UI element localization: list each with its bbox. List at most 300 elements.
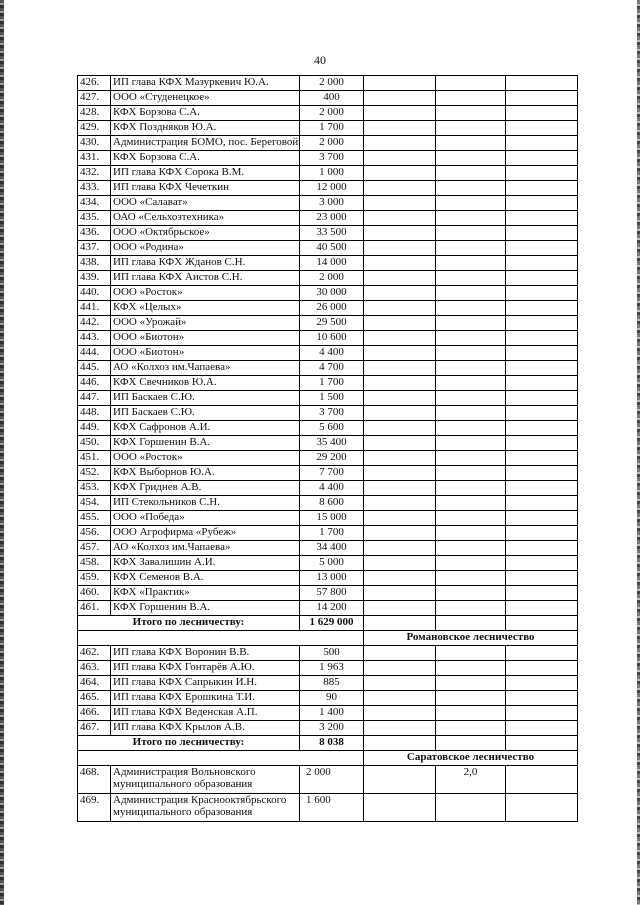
organization-name: АО «Колхоз им.Чапаева» bbox=[111, 361, 300, 376]
row-number: 436. bbox=[78, 226, 111, 241]
organization-name: ИП глава КФХ Крылов А.В. bbox=[111, 721, 300, 736]
organization-name: ООО Агрофирма «Рубеж» bbox=[111, 526, 300, 541]
column-6-value bbox=[506, 316, 578, 331]
column-5-value bbox=[436, 541, 506, 556]
column-4-value bbox=[364, 301, 436, 316]
column-5-value bbox=[436, 421, 506, 436]
row-number: 447. bbox=[78, 391, 111, 406]
column-5-value bbox=[436, 346, 506, 361]
total-column-4 bbox=[364, 736, 436, 751]
table-row bbox=[78, 136, 578, 151]
column-5-value bbox=[436, 706, 506, 721]
column-6-value bbox=[506, 421, 578, 436]
section-spacer bbox=[78, 751, 364, 766]
area-value: 1 963 bbox=[300, 661, 364, 676]
column-5-value bbox=[436, 76, 506, 91]
organization-name: АО «Колхоз им.Чапаева» bbox=[111, 541, 300, 556]
row-number: 431. bbox=[78, 151, 111, 166]
column-4-value bbox=[364, 586, 436, 601]
organization-name: КФХ «Целых» bbox=[111, 301, 300, 316]
column-6-value bbox=[506, 376, 578, 391]
organization-name: ООО «Родина» bbox=[111, 241, 300, 256]
organization-name: ООО «Росток» bbox=[111, 451, 300, 466]
table-row bbox=[78, 646, 578, 661]
column-6-value bbox=[506, 196, 578, 211]
column-4-value bbox=[364, 136, 436, 151]
area-value: 90 bbox=[300, 691, 364, 706]
area-value: 34 400 bbox=[300, 541, 364, 556]
row-number: 446. bbox=[78, 376, 111, 391]
row-number: 448. bbox=[78, 406, 111, 421]
column-5-value bbox=[436, 241, 506, 256]
row-number: 427. bbox=[78, 91, 111, 106]
column-6-value bbox=[506, 496, 578, 511]
column-6-value bbox=[506, 766, 578, 794]
column-4-value bbox=[364, 211, 436, 226]
column-5-value bbox=[436, 271, 506, 286]
area-value: 26 000 bbox=[300, 301, 364, 316]
area-value: 1 700 bbox=[300, 526, 364, 541]
column-6-value bbox=[506, 211, 578, 226]
column-6-value bbox=[506, 451, 578, 466]
column-5-value bbox=[436, 511, 506, 526]
column-5-value bbox=[436, 151, 506, 166]
area-value: 29 500 bbox=[300, 316, 364, 331]
area-value: 500 bbox=[300, 646, 364, 661]
column-4-value bbox=[364, 196, 436, 211]
scan-edge-left bbox=[0, 0, 4, 905]
column-6-value bbox=[506, 481, 578, 496]
row-number: 426. bbox=[78, 76, 111, 91]
row-number: 462. bbox=[78, 646, 111, 661]
column-4-value bbox=[364, 241, 436, 256]
column-4-value bbox=[364, 556, 436, 571]
row-number: 433. bbox=[78, 181, 111, 196]
column-4-value bbox=[364, 676, 436, 691]
row-number: 456. bbox=[78, 526, 111, 541]
column-4-value bbox=[364, 316, 436, 331]
column-6-value bbox=[506, 121, 578, 136]
total-column-6 bbox=[506, 736, 578, 751]
column-6-value bbox=[506, 436, 578, 451]
column-5-value bbox=[436, 601, 506, 616]
organization-name: КФХ «Практик» bbox=[111, 586, 300, 601]
column-6-value bbox=[506, 406, 578, 421]
area-value: 14 200 bbox=[300, 601, 364, 616]
row-number: 442. bbox=[78, 316, 111, 331]
column-4-value bbox=[364, 76, 436, 91]
area-value: 5 600 bbox=[300, 421, 364, 436]
column-6-value bbox=[506, 271, 578, 286]
column-5-value bbox=[436, 166, 506, 181]
organization-name: Администрация БОМО, пос. Береговой bbox=[111, 136, 300, 151]
column-6-value bbox=[506, 661, 578, 676]
organization-name: КФХ Сафронов А.И. bbox=[111, 421, 300, 436]
area-value: 2 000 bbox=[300, 76, 364, 91]
column-4-value bbox=[364, 346, 436, 361]
column-5-value bbox=[436, 121, 506, 136]
section-spacer bbox=[78, 631, 364, 646]
organization-name: ИП Баскаев С.Ю. bbox=[111, 406, 300, 421]
table-row bbox=[78, 121, 578, 136]
table-row bbox=[78, 481, 578, 496]
row-number: 453. bbox=[78, 481, 111, 496]
total-label: Итого по лесничеству: bbox=[78, 736, 300, 751]
column-4-value bbox=[364, 451, 436, 466]
register-body bbox=[78, 76, 578, 822]
area-value: 885 bbox=[300, 676, 364, 691]
row-number: 465. bbox=[78, 691, 111, 706]
table-row bbox=[78, 721, 578, 736]
table-row bbox=[78, 676, 578, 691]
column-4-value bbox=[364, 331, 436, 346]
table-row bbox=[78, 181, 578, 196]
column-5-value bbox=[436, 676, 506, 691]
column-6-value bbox=[506, 226, 578, 241]
total-column-5 bbox=[436, 616, 506, 631]
column-6-value bbox=[506, 646, 578, 661]
area-value: 3 200 bbox=[300, 721, 364, 736]
column-6-value bbox=[506, 241, 578, 256]
column-6-value bbox=[506, 301, 578, 316]
total-column-5 bbox=[436, 736, 506, 751]
table-row bbox=[78, 226, 578, 241]
column-6-value bbox=[506, 166, 578, 181]
row-number: 460. bbox=[78, 586, 111, 601]
table-row bbox=[78, 391, 578, 406]
total-row bbox=[78, 736, 578, 751]
table-row bbox=[78, 541, 578, 556]
area-value: 13 000 bbox=[300, 571, 364, 586]
column-4-value bbox=[364, 601, 436, 616]
column-4-value bbox=[364, 661, 436, 676]
organization-name: ИП глава КФХ Жданов С.Н. bbox=[111, 256, 300, 271]
column-5-value bbox=[436, 91, 506, 106]
organization-name: ОАО «Сельхозтехника» bbox=[111, 211, 300, 226]
row-number: 450. bbox=[78, 436, 111, 451]
column-5-value: 2,0 bbox=[436, 766, 506, 794]
column-4-value bbox=[364, 121, 436, 136]
organization-name: ИП глава КФХ Аистов С.Н. bbox=[111, 271, 300, 286]
column-5-value bbox=[436, 181, 506, 196]
organization-name: ИП глава КФХ Веденская А.П. bbox=[111, 706, 300, 721]
organization-name: ООО «Салават» bbox=[111, 196, 300, 211]
row-number: 445. bbox=[78, 361, 111, 376]
organization-name: КФХ Горшенин В.А. bbox=[111, 601, 300, 616]
column-5-value bbox=[436, 301, 506, 316]
row-number: 454. bbox=[78, 496, 111, 511]
column-6-value bbox=[506, 526, 578, 541]
table-row bbox=[78, 451, 578, 466]
column-4-value bbox=[364, 151, 436, 166]
table-row bbox=[78, 286, 578, 301]
column-4-value bbox=[364, 541, 436, 556]
table-row bbox=[78, 76, 578, 91]
column-6-value bbox=[506, 346, 578, 361]
column-4-value bbox=[364, 166, 436, 181]
row-number: 432. bbox=[78, 166, 111, 181]
column-6-value bbox=[506, 181, 578, 196]
row-number: 444. bbox=[78, 346, 111, 361]
organization-name: ООО «Урожай» bbox=[111, 316, 300, 331]
column-5-value bbox=[436, 556, 506, 571]
table-row bbox=[78, 91, 578, 106]
row-number: 468. bbox=[78, 766, 111, 794]
row-number: 434. bbox=[78, 196, 111, 211]
table-row bbox=[78, 556, 578, 571]
register-table bbox=[77, 75, 578, 822]
table-row bbox=[78, 106, 578, 121]
column-6-value bbox=[506, 91, 578, 106]
column-4-value bbox=[364, 181, 436, 196]
area-value: 1 500 bbox=[300, 391, 364, 406]
organization-name: ИП глава КФХ Гонтарёв А.Ю. bbox=[111, 661, 300, 676]
column-5-value bbox=[436, 496, 506, 511]
table-row bbox=[78, 766, 578, 794]
table-row bbox=[78, 346, 578, 361]
table-row bbox=[78, 421, 578, 436]
column-5-value bbox=[436, 376, 506, 391]
total-area-value: 8 038 bbox=[300, 736, 364, 751]
table-row bbox=[78, 794, 578, 822]
row-number: 451. bbox=[78, 451, 111, 466]
column-5-value bbox=[436, 721, 506, 736]
column-5-value bbox=[436, 481, 506, 496]
organization-name: ИП глава КФХ Сапрыкин И.Н. bbox=[111, 676, 300, 691]
table-row bbox=[78, 241, 578, 256]
table-row bbox=[78, 331, 578, 346]
column-6-value bbox=[506, 676, 578, 691]
column-4-value bbox=[364, 406, 436, 421]
column-5-value bbox=[436, 256, 506, 271]
table-row bbox=[78, 436, 578, 451]
column-6-value bbox=[506, 391, 578, 406]
row-number: 437. bbox=[78, 241, 111, 256]
organization-name: ИП Стекольников С.Н. bbox=[111, 496, 300, 511]
area-value: 3 700 bbox=[300, 406, 364, 421]
organization-name: ИП глава КФХ Воронин В.В. bbox=[111, 646, 300, 661]
area-value: 8 600 bbox=[300, 496, 364, 511]
column-4-value bbox=[364, 706, 436, 721]
area-value: 23 000 bbox=[300, 211, 364, 226]
column-5-value bbox=[436, 406, 506, 421]
table-row bbox=[78, 271, 578, 286]
organization-name: КФХ Борзова С.А. bbox=[111, 151, 300, 166]
table-row bbox=[78, 571, 578, 586]
table-row bbox=[78, 211, 578, 226]
organization-name: ИП глава КФХ Мазуркевич Ю.А. bbox=[111, 76, 300, 91]
area-value: 2 000 bbox=[300, 271, 364, 286]
table-row bbox=[78, 316, 578, 331]
organization-name: Администрация Вольновского муниципального образования bbox=[111, 766, 300, 794]
column-4-value bbox=[364, 794, 436, 822]
column-5-value bbox=[436, 136, 506, 151]
area-value: 1 400 bbox=[300, 706, 364, 721]
column-5-value bbox=[436, 391, 506, 406]
organization-name: ИП Баскаев С.Ю. bbox=[111, 391, 300, 406]
organization-name: КФХ Семенов В.А. bbox=[111, 571, 300, 586]
table-row bbox=[78, 691, 578, 706]
organization-name: КФХ Свечников Ю.А. bbox=[111, 376, 300, 391]
row-number: 439. bbox=[78, 271, 111, 286]
column-4-value bbox=[364, 376, 436, 391]
column-4-value bbox=[364, 286, 436, 301]
area-value: 4 700 bbox=[300, 361, 364, 376]
column-6-value bbox=[506, 286, 578, 301]
table-row bbox=[78, 586, 578, 601]
column-6-value bbox=[506, 136, 578, 151]
table-row bbox=[78, 661, 578, 676]
column-4-value bbox=[364, 421, 436, 436]
organization-name: ООО «Октябрьское» bbox=[111, 226, 300, 241]
column-6-value bbox=[506, 76, 578, 91]
row-number: 440. bbox=[78, 286, 111, 301]
table-row bbox=[78, 151, 578, 166]
column-4-value bbox=[364, 361, 436, 376]
area-value: 2 000 bbox=[300, 106, 364, 121]
column-5-value bbox=[436, 196, 506, 211]
column-4-value bbox=[364, 466, 436, 481]
column-6-value bbox=[506, 586, 578, 601]
page-number: 40 bbox=[314, 53, 326, 67]
area-value: 40 500 bbox=[300, 241, 364, 256]
column-5-value bbox=[436, 316, 506, 331]
area-value: 1 700 bbox=[300, 376, 364, 391]
column-5-value bbox=[436, 466, 506, 481]
row-number: 429. bbox=[78, 121, 111, 136]
column-5-value bbox=[436, 691, 506, 706]
area-value: 3 700 bbox=[300, 151, 364, 166]
organization-name: КФХ Гриднев А.В. bbox=[111, 481, 300, 496]
row-number: 459. bbox=[78, 571, 111, 586]
row-number: 438. bbox=[78, 256, 111, 271]
column-5-value bbox=[436, 794, 506, 822]
area-value: 33 500 bbox=[300, 226, 364, 241]
section-header-row bbox=[78, 631, 578, 646]
organization-name: КФХ Горшенин В.А. bbox=[111, 436, 300, 451]
column-5-value bbox=[436, 586, 506, 601]
organization-name: ООО «Биотон» bbox=[111, 346, 300, 361]
area-value: 30 000 bbox=[300, 286, 364, 301]
table-row bbox=[78, 706, 578, 721]
column-4-value bbox=[364, 571, 436, 586]
area-value: 3 000 bbox=[300, 196, 364, 211]
table-row bbox=[78, 301, 578, 316]
column-6-value bbox=[506, 691, 578, 706]
area-value: 12 000 bbox=[300, 181, 364, 196]
column-5-value bbox=[436, 106, 506, 121]
column-5-value bbox=[436, 451, 506, 466]
organization-name: ООО «Росток» bbox=[111, 286, 300, 301]
column-6-value bbox=[506, 361, 578, 376]
column-6-value bbox=[506, 106, 578, 121]
area-value: 14 000 bbox=[300, 256, 364, 271]
total-label: Итого по лесничеству: bbox=[78, 616, 300, 631]
table-row bbox=[78, 256, 578, 271]
column-5-value bbox=[436, 436, 506, 451]
area-value: 5 000 bbox=[300, 556, 364, 571]
table-row bbox=[78, 466, 578, 481]
column-5-value bbox=[436, 646, 506, 661]
organization-name: ИП глава КФХ Сорока В.М. bbox=[111, 166, 300, 181]
row-number: 443. bbox=[78, 331, 111, 346]
column-5-value bbox=[436, 361, 506, 376]
row-number: 463. bbox=[78, 661, 111, 676]
row-number: 441. bbox=[78, 301, 111, 316]
column-6-value bbox=[506, 794, 578, 822]
column-4-value bbox=[364, 496, 436, 511]
row-number: 467. bbox=[78, 721, 111, 736]
area-value: 15 000 bbox=[300, 511, 364, 526]
total-column-4 bbox=[364, 616, 436, 631]
row-number: 464. bbox=[78, 676, 111, 691]
column-4-value bbox=[364, 481, 436, 496]
column-6-value bbox=[506, 706, 578, 721]
area-value: 7 700 bbox=[300, 466, 364, 481]
column-4-value bbox=[364, 511, 436, 526]
total-area-value: 1 629 000 bbox=[300, 616, 364, 631]
column-5-value bbox=[436, 661, 506, 676]
row-number: 461. bbox=[78, 601, 111, 616]
column-6-value bbox=[506, 256, 578, 271]
organization-name: КФХ Завалишин А.И. bbox=[111, 556, 300, 571]
organization-name: ИП глава КФХ Ерошкина Т.И. bbox=[111, 691, 300, 706]
row-number: 469. bbox=[78, 794, 111, 822]
area-value: 29 200 bbox=[300, 451, 364, 466]
table-row bbox=[78, 526, 578, 541]
column-6-value bbox=[506, 331, 578, 346]
column-4-value bbox=[364, 91, 436, 106]
area-value: 4 400 bbox=[300, 481, 364, 496]
column-4-value bbox=[364, 226, 436, 241]
organization-name: Администрация Краснооктябрьского муниципального образования bbox=[111, 794, 300, 822]
column-6-value bbox=[506, 556, 578, 571]
column-4-value bbox=[364, 646, 436, 661]
column-6-value bbox=[506, 571, 578, 586]
column-4-value bbox=[364, 526, 436, 541]
area-value: 57 800 bbox=[300, 586, 364, 601]
area-value: 1 700 bbox=[300, 121, 364, 136]
column-6-value bbox=[506, 511, 578, 526]
row-number: 458. bbox=[78, 556, 111, 571]
section-title: Саратовское лесничество bbox=[364, 751, 578, 766]
column-5-value bbox=[436, 226, 506, 241]
table-row bbox=[78, 196, 578, 211]
organization-name: ИП глава КФХ Чечеткин bbox=[111, 181, 300, 196]
table-row bbox=[78, 361, 578, 376]
area-value: 400 bbox=[300, 91, 364, 106]
column-4-value bbox=[364, 436, 436, 451]
organization-name: КФХ Борзова С.А. bbox=[111, 106, 300, 121]
area-value: 1 000 bbox=[300, 166, 364, 181]
row-number: 466. bbox=[78, 706, 111, 721]
organization-name: КФХ Выборнов Ю.А. bbox=[111, 466, 300, 481]
row-number: 455. bbox=[78, 511, 111, 526]
total-row bbox=[78, 616, 578, 631]
organization-name: ООО «Биотон» bbox=[111, 331, 300, 346]
organization-name: КФХ Поздняков Ю.А. bbox=[111, 121, 300, 136]
column-6-value bbox=[506, 721, 578, 736]
area-value: 4 400 bbox=[300, 346, 364, 361]
row-number: 428. bbox=[78, 106, 111, 121]
column-4-value bbox=[364, 721, 436, 736]
area-value: 2 000 bbox=[300, 766, 364, 794]
row-number: 435. bbox=[78, 211, 111, 226]
total-column-6 bbox=[506, 616, 578, 631]
column-4-value bbox=[364, 691, 436, 706]
row-number: 449. bbox=[78, 421, 111, 436]
column-5-value bbox=[436, 526, 506, 541]
